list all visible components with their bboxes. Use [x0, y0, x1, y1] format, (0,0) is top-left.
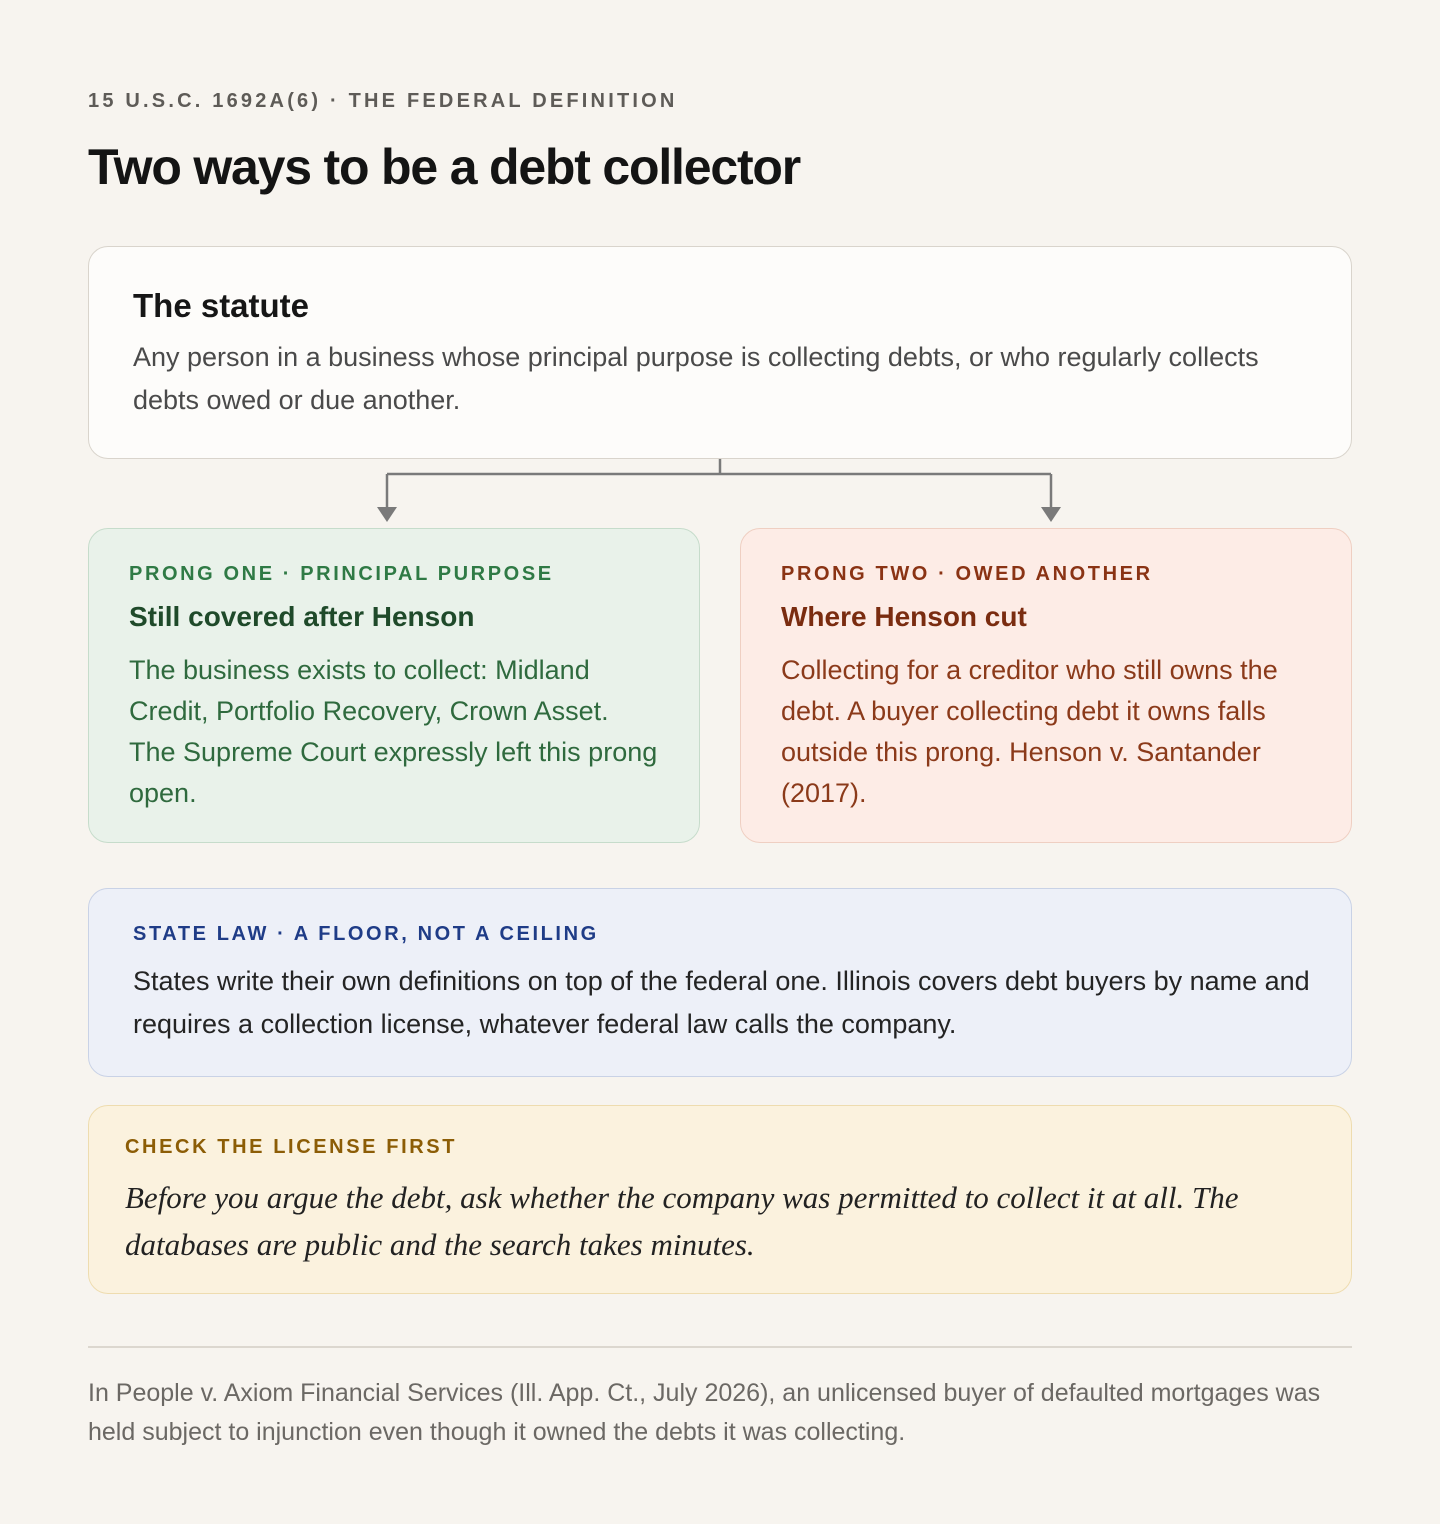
check-license-card — [88, 1105, 1352, 1294]
prong-one-label: PRONG ONE · PRINCIPAL PURPOSE — [129, 563, 554, 585]
branch-connector — [88, 459, 1352, 529]
eyebrow: 15 U.S.C. 1692A(6) · THE FEDERAL DEFINITION — [88, 90, 678, 112]
check-license-quote: Before you argue the debt, ask whether the company was permitted to collect it at all. The databases are public and the search takes minutes. — [125, 1180, 1239, 1262]
footnote: In People v. Axiom Financial Services (Ill. App. Ct., July 2026), an unlicensed buyer of defaulted mortgages was held subject to injunction even though it owned the debts it was collecting. — [88, 1379, 1321, 1446]
page-title: Two ways to be a debt collector — [88, 139, 801, 195]
prong-two-card — [740, 528, 1352, 843]
state-law-label: STATE LAW · A FLOOR, NOT A CEILING — [133, 923, 599, 945]
state-law-card — [88, 888, 1352, 1077]
statute-title: The statute — [133, 287, 310, 324]
state-law-body: States write their own definitions on top of the federal one. Illinois covers debt buyers by name and requires a collection license, whatever federal law calls the company. — [133, 966, 1310, 1039]
check-license-label: CHECK THE LICENSE FIRST — [125, 1136, 458, 1158]
prong-two-label: PRONG TWO · OWED ANOTHER — [781, 563, 1153, 585]
prong-one-body: The business exists to collect: Midland Credit, Portfolio Recovery, Crown Asset. The Supreme Court expressly left this prong open. — [129, 655, 658, 808]
prong-two-body: Collecting for a creditor who still owns the debt. A buyer collecting debt it owns falls outside this prong. Henson v. Santander (2017). — [781, 655, 1278, 808]
arrow-right-icon — [1041, 507, 1061, 522]
statute-body: Any person in a business whose principal purpose is collecting debts, or who regularly collects debts owed or due another. — [133, 342, 1259, 415]
divider — [88, 1346, 1352, 1348]
prong-two-title: Where Henson cut — [781, 601, 1027, 632]
prong-one-card — [88, 528, 700, 843]
statute-card — [88, 246, 1352, 459]
prong-one-title: Still covered after Henson — [129, 601, 475, 632]
arrow-left-icon — [377, 507, 397, 522]
